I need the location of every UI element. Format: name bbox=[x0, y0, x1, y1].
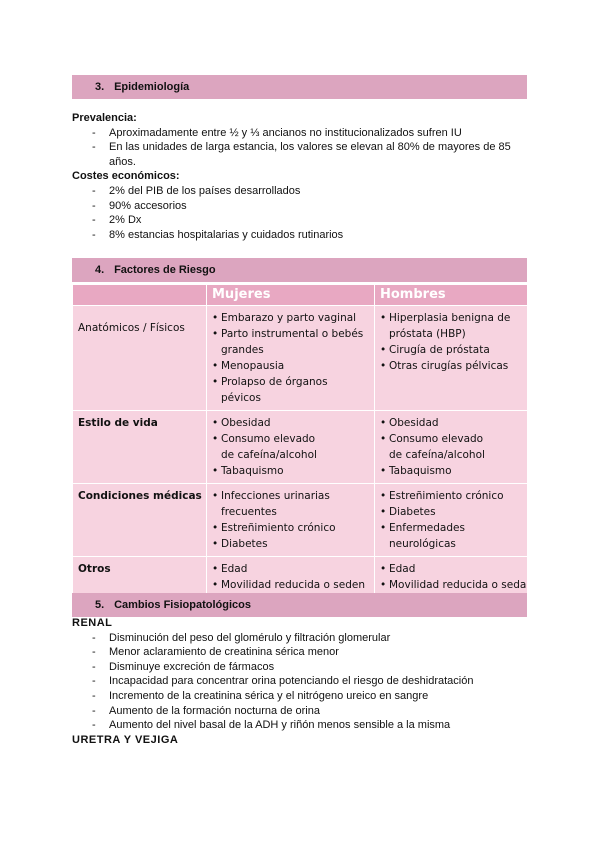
list-item: - 90% accesorios bbox=[72, 199, 527, 214]
costes-list bbox=[72, 184, 527, 242]
section-header-cambios bbox=[72, 593, 527, 617]
section-header-epidemiologia bbox=[72, 75, 527, 99]
list-item: - Aumento del nivel basal de la ADH y riñón menos sensible a la misma bbox=[72, 718, 527, 733]
men-cell bbox=[375, 557, 528, 598]
risk-factors-table bbox=[72, 284, 528, 598]
row-label-text: Estilo de vida bbox=[78, 417, 158, 429]
list-item: • Obesidad bbox=[380, 415, 523, 431]
section-title: Cambios Fisiopatológicos bbox=[114, 599, 251, 611]
list-item: - 2% Dx bbox=[72, 213, 527, 228]
list-item: • Embarazo y parto vaginal bbox=[212, 310, 370, 326]
row-label bbox=[73, 484, 207, 557]
epidemiologia-content bbox=[72, 111, 527, 242]
row-label bbox=[73, 557, 207, 598]
renal-list bbox=[72, 631, 527, 733]
list-item: • Obesidad bbox=[212, 415, 370, 431]
list-item: - Menor aclaramiento de creatinina sérica menor bbox=[72, 645, 527, 660]
list-item: • Parto instrumental o bebés grandes bbox=[212, 326, 370, 358]
list-item: • Consumo elevado de cafeína/alcohol bbox=[212, 431, 331, 463]
table-row bbox=[73, 411, 528, 484]
list-item: - Aproximadamente entre ½ y ⅓ ancianos no institucionalizados sufren IU bbox=[72, 126, 527, 141]
row-label-text: Condiciones médicas bbox=[78, 490, 202, 502]
list-item: • Diabetes bbox=[212, 536, 370, 552]
women-cell bbox=[207, 306, 375, 411]
women-cell bbox=[207, 557, 375, 598]
section-number: 4. bbox=[95, 264, 105, 276]
men-cell bbox=[375, 411, 528, 484]
row-label bbox=[73, 411, 207, 484]
section-number: 3. bbox=[95, 81, 105, 93]
header-men: Hombres bbox=[375, 285, 528, 306]
men-cell bbox=[375, 306, 528, 411]
women-cell bbox=[207, 484, 375, 557]
list-item: • Enfermedades neurológicas bbox=[380, 520, 523, 552]
prevalencia-label: Prevalencia: bbox=[72, 112, 137, 124]
list-item: - 2% del PIB de los países desarrollados bbox=[72, 184, 527, 199]
list-item: • Tabaquismo bbox=[212, 463, 370, 479]
table-row bbox=[73, 557, 528, 598]
list-item: - 8% estancias hospitalarias y cuidados rutinarios bbox=[72, 228, 527, 243]
prevalencia-list bbox=[72, 126, 527, 170]
section-title: Epidemiología bbox=[114, 81, 190, 93]
list-item: • Edad bbox=[212, 561, 370, 577]
list-item: - Incremento de la creatinina sérica y el nitrógeno ureico en sangre bbox=[72, 689, 527, 704]
list-item: • Estreñimiento crónico bbox=[380, 488, 523, 504]
section-title: Factores de Riesgo bbox=[114, 264, 216, 276]
list-item: • Tabaquismo bbox=[380, 463, 523, 479]
table-row bbox=[73, 484, 528, 557]
list-item: • Edad bbox=[380, 561, 523, 577]
section-number: 5. bbox=[95, 599, 105, 611]
header-empty bbox=[73, 285, 207, 306]
men-cell bbox=[375, 484, 528, 557]
uretra-label: URETRA Y VEJIGA bbox=[72, 733, 179, 746]
women-cell bbox=[207, 411, 375, 484]
list-item: • Infecciones urinarias frecuentes bbox=[212, 488, 370, 520]
list-item: - Incapacidad para concentrar orina potenciando el riesgo de deshidratación bbox=[72, 674, 527, 689]
list-item: • Movilidad reducida o seda bbox=[380, 577, 523, 593]
list-item: • Cirugía de próstata bbox=[380, 342, 523, 358]
list-item: • Menopausia bbox=[212, 358, 370, 374]
table-header-row bbox=[73, 285, 528, 306]
list-item: - Disminuye excreción de fármacos bbox=[72, 660, 527, 675]
list-item: • Estreñimiento crónico bbox=[212, 520, 370, 536]
row-label-text: Otros bbox=[78, 563, 111, 575]
header-women: Mujeres bbox=[207, 285, 375, 306]
list-item: • Hiperplasia benigna de próstata (HBP) bbox=[380, 310, 523, 342]
cambios-content bbox=[72, 616, 527, 747]
costes-label: Costes económicos: bbox=[72, 170, 180, 183]
list-item: - Disminución del peso del glomérulo y filtración glomerular bbox=[72, 631, 527, 646]
list-item: • Otras cirugías pélvicas bbox=[380, 358, 523, 374]
row-label bbox=[73, 306, 207, 411]
list-item: • Prolapso de órganos pévicos bbox=[212, 374, 370, 406]
list-item: • Diabetes bbox=[380, 504, 523, 520]
row-label-text: Anatómicos / Físicos bbox=[78, 322, 185, 334]
list-item: • Movilidad reducida o seden bbox=[212, 577, 370, 593]
table-row bbox=[73, 306, 528, 411]
section-header-factores bbox=[72, 258, 527, 282]
renal-label: RENAL bbox=[72, 617, 113, 629]
list-item: • Consumo elevado de cafeína/alcohol bbox=[380, 431, 499, 463]
list-item: - En las unidades de larga estancia, los valores se elevan al 80% de mayores de 85 años. bbox=[72, 140, 527, 169]
list-item: - Aumento de la formación nocturna de orina bbox=[72, 704, 527, 719]
